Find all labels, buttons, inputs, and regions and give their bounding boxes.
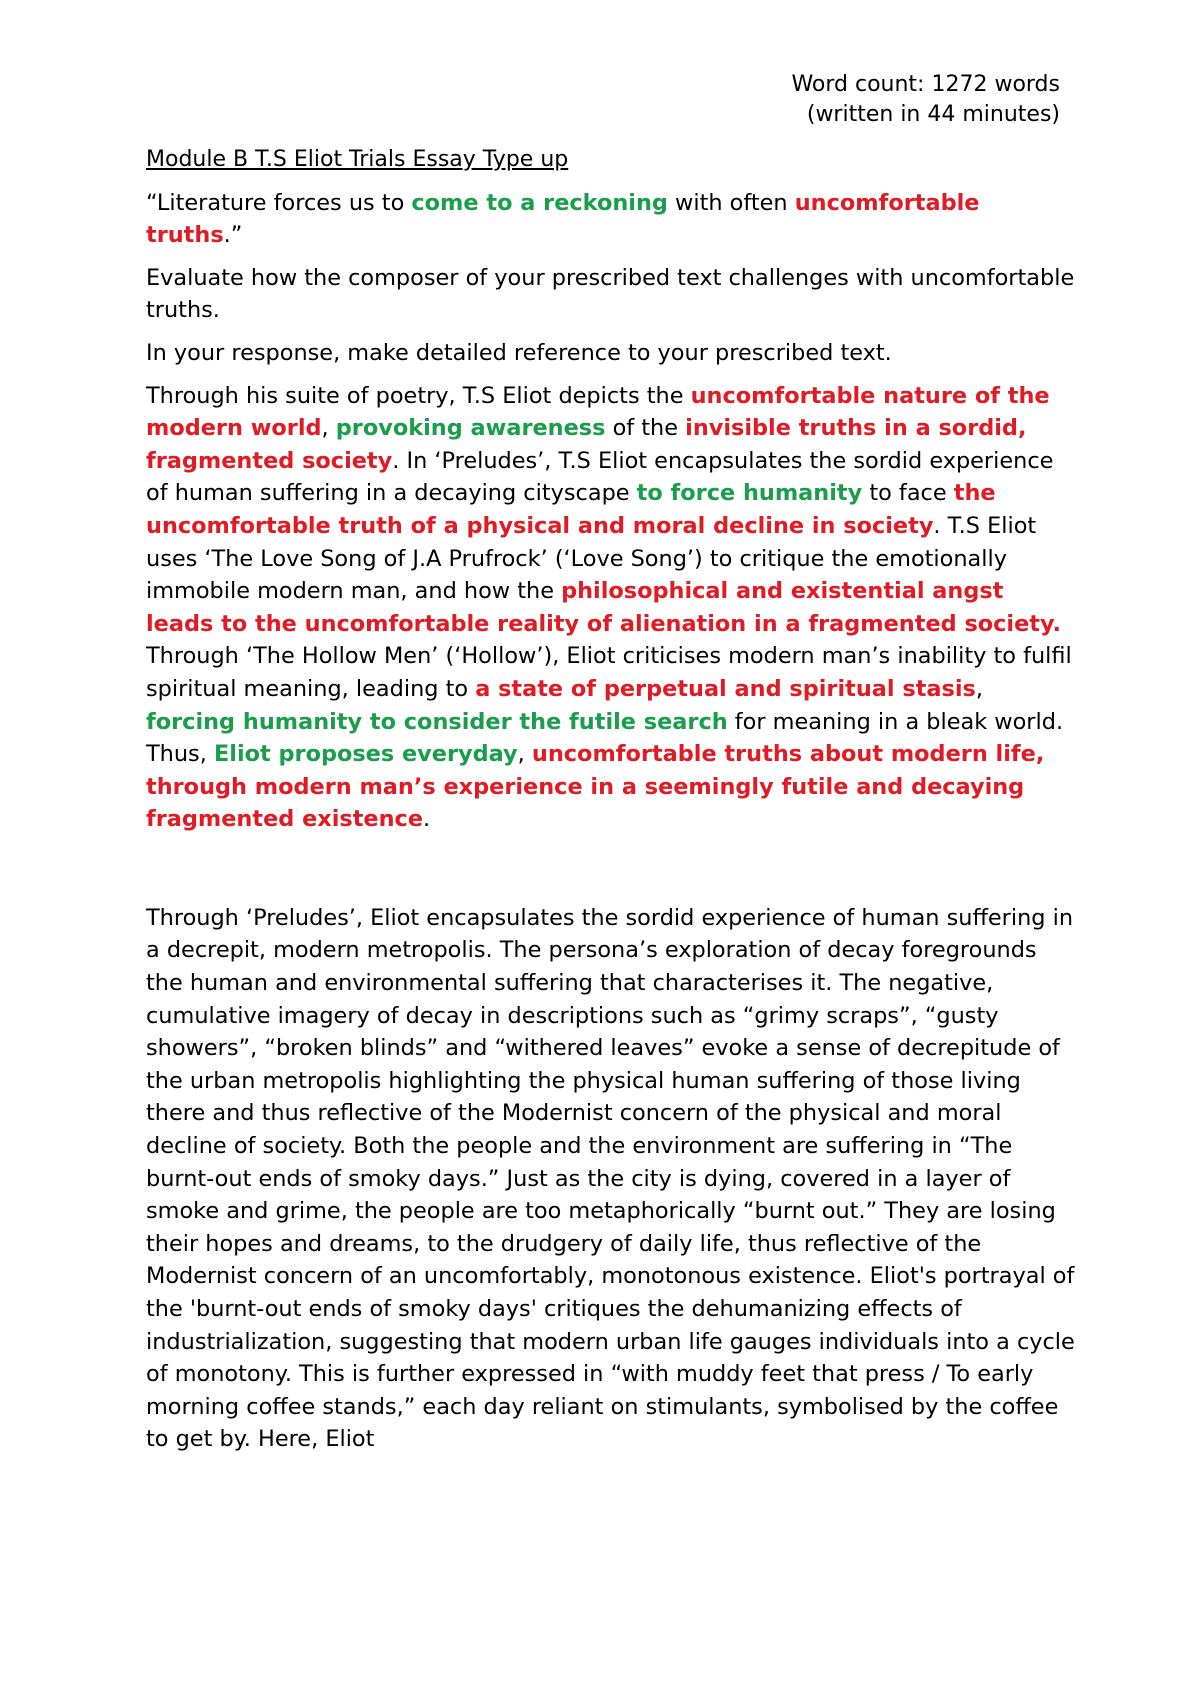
paragraph-gap [146, 846, 1076, 902]
intro-text: , [975, 675, 983, 702]
intro-highlight-red: invisible truths in a sordid, fragmented society [146, 415, 1027, 474]
essay-question [146, 187, 1076, 252]
body-paragraph-preludes: Through ‘Preludes’, Eliot encapsulates the sordid experience of human suffering in a decrepit, modern metropolis. The persona’s exploration of decay foregrounds the human and environmental suffering that characterises it. The negative, cumulative imagery of decay in descriptions such as “grimy scraps”, “gusty showers”, “broken blinds” and “withered leaves” evoke a sense of decrepitude of the urban metropolis highlighting the physical human suffering of those living there and thus reflective of the Modernist concern of the physical and moral decline of society. Both the people and the environment are suffering in “The burnt-out ends of smoky days.” Just as the city is dying, covered in a layer of smoke and grime, the people are too metaphorically “burnt out.” They are losing their hopes and dreams, to the drudgery of daily life, thus reflective of the Modernist concern of an uncomfortably, monotonous existence. Eliot's portrayal of the 'burnt-out ends of smoky days' critiques the dehumanizing effects of industrialization, suggesting that modern urban life gauges individuals into a cycle of monotony. This is further expressed in “with muddy feet that press / To early morning coffee stands,” each day reliant on stimulants, symbolised by the coffee to get by. Here, Eliot [146, 904, 1075, 1453]
intro-highlight-green: provoking awareness [335, 415, 606, 442]
intro-highlight-green: forcing humanity to consider the futile search [146, 708, 728, 735]
response-instruction: In your response, make detailed reference to your prescribed text. [146, 339, 892, 366]
intro-highlight-red: uncomfortable nature of the modern world [146, 382, 1050, 442]
intro-text: . T.S Eliot uses ‘The Love Song of J.A Prufrock’ (‘Love Song’) to critique the emotionally immobile modern man, and how the [146, 512, 1037, 605]
intro-highlight-green: to force humanity [636, 480, 863, 507]
intro-text: , [321, 415, 336, 442]
intro-text: to face [862, 480, 954, 507]
question-text: with often [667, 189, 795, 216]
intro-highlight-red: the uncomfortable truth of a physical and moral decline in society [146, 480, 996, 539]
word-count-header [791, 70, 1060, 130]
intro-highlight-red: philosophical and existential angst leads to the uncomfortable reality of alienation in a fragmented society. [146, 578, 1062, 637]
question-text: .” [223, 222, 243, 249]
intro-text: for meaning in a bleak world. Thus, [146, 708, 1064, 768]
evaluate-prompt: Evaluate how the composer of your prescribed text challenges with uncomfortable truths. [146, 264, 1075, 324]
intro-highlight-red: uncomfortable truths about modern life, through modern man’s experience in a seemingly futile and decaying fragmented existence [146, 741, 1045, 833]
writing-time: (written in 44 minutes) [806, 102, 1060, 127]
essay-content [146, 144, 1076, 1466]
essay-title: Module B T.S Eliot Trials Essay Type up [146, 147, 569, 172]
intro-text: . In ‘Preludes’, T.S Eliot encapsulates the sordid experience of human suffering in a decaying cityscape [146, 447, 1054, 507]
intro-highlight-green: Eliot proposes everyday [213, 741, 518, 768]
intro-highlight-red: a state of perpetual and spiritual stasis [475, 675, 976, 702]
intro-text: , [517, 741, 532, 768]
question-highlight-green: come to a reckoning [411, 189, 668, 216]
intro-text: Through his suite of poetry, T.S Eliot depicts the [146, 382, 691, 409]
intro-text: of the [605, 415, 686, 442]
question-highlight-red: uncomfortable truths [146, 189, 980, 249]
intro-text: . [423, 806, 431, 833]
intro-text: Through ‘The Hollow Men’ (‘Hollow’), Eliot criticises modern man’s inability to fulfil spiritual meaning, leading to [146, 643, 1072, 702]
intro-paragraph [146, 380, 1076, 836]
word-count: Word count: 1272 words [791, 72, 1060, 97]
question-text: “Literature forces us to [146, 189, 412, 216]
